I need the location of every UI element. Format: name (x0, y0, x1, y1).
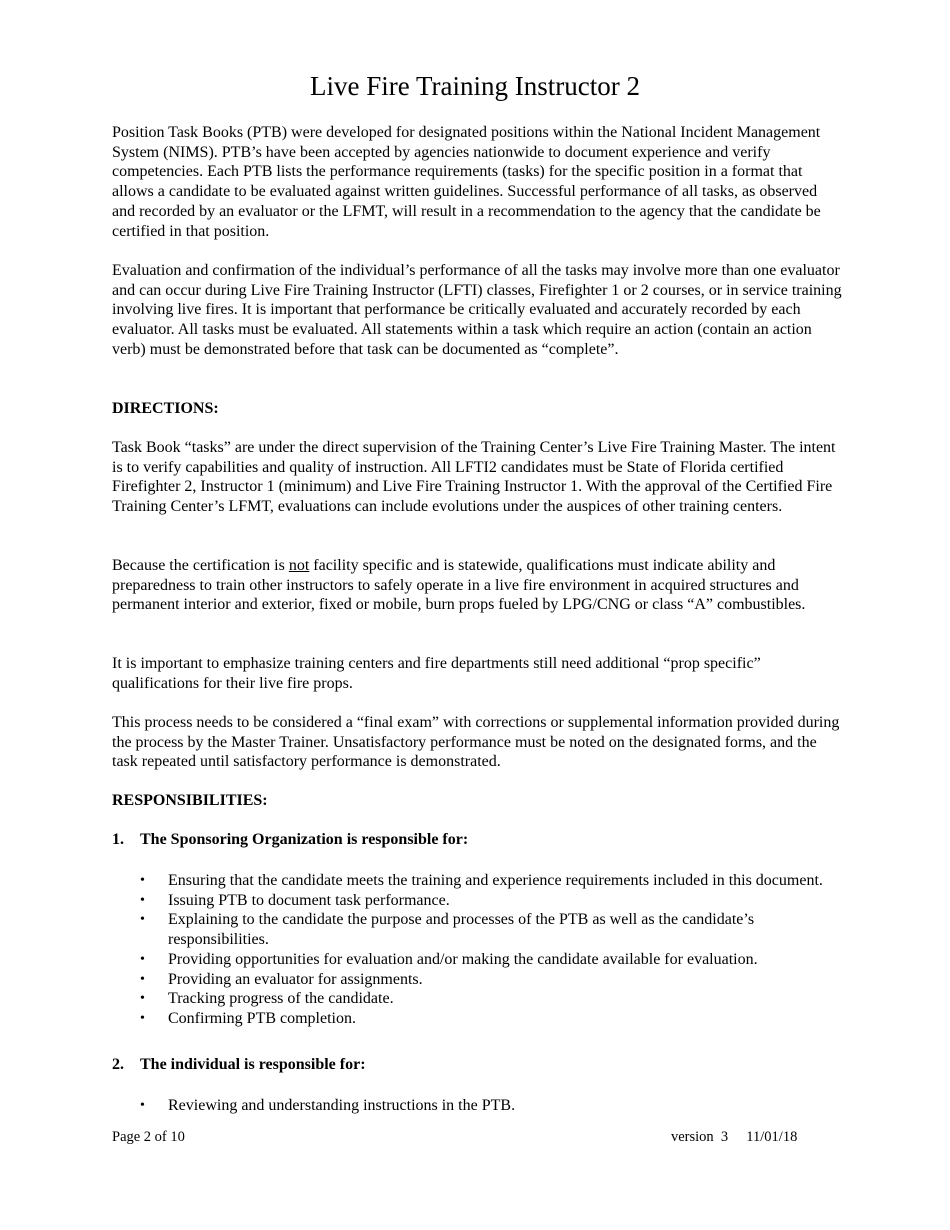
directions-paragraph-2-underlined: not (288, 557, 310, 574)
list-item: • Ensuring that the candidate meets the training and experience requirements included in this document. (140, 871, 840, 891)
list-item: • Tracking progress of the candidate. (140, 989, 840, 1009)
directions-paragraph-1: Task Book “tasks” are under the direct supervision of the Training Center’s Live Fire Training Master. The intent is to verify capabilities and quality of instruction. All LFTI2 candidates must be State of Florida certified Firefighter 2, Instructor 1 (minimum) and Live Fire Training Instructor 1. With the approval of the Certified Fire Training Center’s LFMT, evaluations can include evolutions under the auspices of other training centers. (112, 439, 836, 516)
section-1-list (140, 871, 840, 1029)
intro-paragraph-1: Position Task Books (PTB) were developed for designated positions within the National Incident Management System (NIMS). PTB’s have been accepted by agencies nationwide to document experience and verify competencies. Each PTB lists the performance requirements (tasks) for the specific position in a format that allows a candidate to be evaluated against written guidelines. Successful performance of all tasks, as observed and recorded by an evaluator or the LFMT, will result in a recommendation to the agency that the candidate be certified in that position. (112, 124, 821, 240)
list-item: • Providing opportunities for evaluation and/or making the candidate available for evaluation. (140, 950, 840, 970)
section-1-title: The Sponsoring Organization is responsible for: (140, 831, 469, 848)
section-2-title: The individual is responsible for: (140, 1056, 366, 1073)
list-item: • Reviewing and understanding instructions in the PTB. (140, 1096, 840, 1116)
directions-paragraph-4: This process needs to be considered a “final exam” with corrections or supplemental information provided during the process by the Master Trainer. Unsatisfactory performance must be noted on the designated forms, and the task repeated until satisfactory performance is demonstrated. (112, 714, 840, 771)
directions-heading: DIRECTIONS: (112, 400, 219, 417)
list-item: • Confirming PTB completion. (140, 1009, 840, 1029)
list-item: • Explaining to the candidate the purpose and processes of the PTB as well as the candidate’s responsibilities. (140, 910, 840, 949)
footer-page-number: Page 2 of 10 (112, 1129, 185, 1145)
list-item: • Issuing PTB to document task performance. (140, 891, 840, 911)
responsibilities-heading: RESPONSIBILITIES: (112, 792, 268, 809)
intro-paragraph-2: Evaluation and confirmation of the individual’s performance of all the tasks may involve more than one evaluator and can occur during Live Fire Training Instructor (LFTI) classes, Firefighter 1 or 2 courses, or in service training involving live fires. It is important that performance be critically evaluated and accurately recorded by each evaluator. All tasks must be evaluated. All statements within a task which require an action (contain an action verb) must be demonstrated before that task can be documented as “complete”. (112, 262, 842, 358)
section-1-heading (112, 830, 468, 850)
footer-version: version 3 11/01/18 (671, 1129, 798, 1145)
page-title: Live Fire Training Instructor 2 (310, 71, 640, 101)
section-2-number: 2. (112, 1056, 124, 1073)
directions-paragraph-2-end: facility specific and is statewide, qualifications must indicate ability and preparedness to train other instructors to safely operate in a live fire environment in acquired structures and permanent interior and exterior, fixed or mobile, burn props fueled by LPG/CNG or class “A” combustibles. (112, 557, 806, 614)
directions-paragraph-3: It is important to emphasize training centers and fire departments still need additional “prop specific” qualifications for their live fire props. (112, 655, 761, 692)
directions-paragraph-2 (112, 556, 842, 615)
directions-paragraph-2-start: Because the certification is (112, 557, 289, 574)
section-1-number: 1. (112, 831, 124, 848)
list-item: • Providing an evaluator for assignments. (140, 970, 840, 990)
section-2-heading (112, 1055, 366, 1075)
section-2-list (140, 1096, 840, 1116)
